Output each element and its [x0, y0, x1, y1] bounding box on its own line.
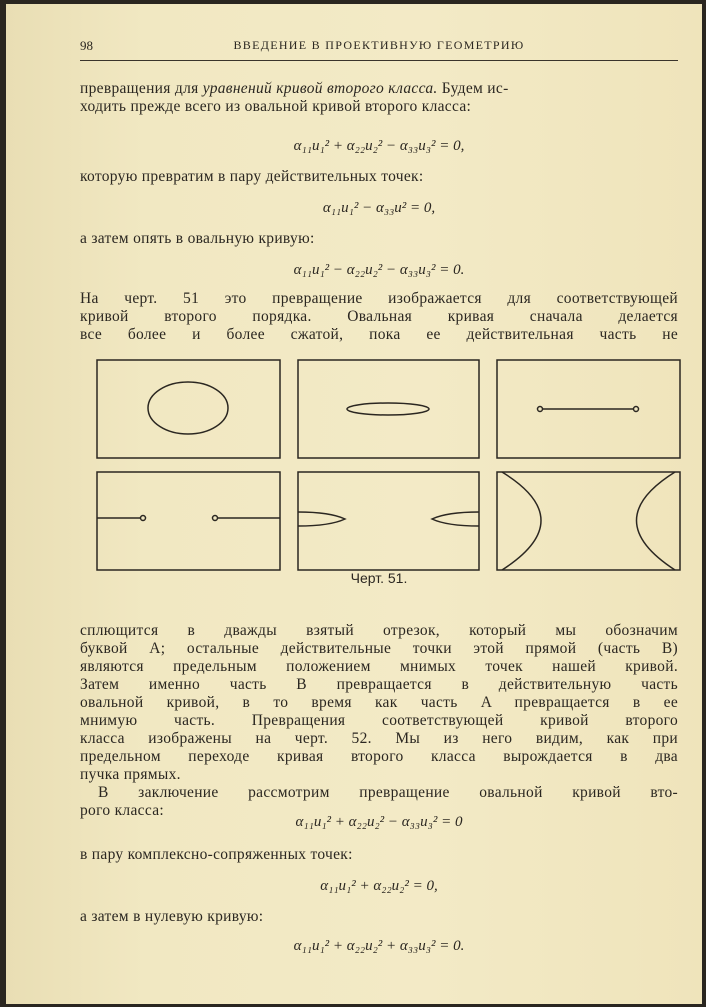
panel-4-frame [97, 472, 280, 570]
paragraph-line: Затем именно часть B превращается в действительную часть [80, 676, 678, 693]
ray-endpoint [213, 516, 218, 521]
segment-endpoint [634, 407, 639, 412]
flattened-oval [347, 403, 429, 415]
text: Будем ис- [437, 80, 509, 97]
paragraph-line: все более и более сжатой, пока ее действительная часть не [80, 326, 678, 343]
equation-4: α₁₁u₁² + α₂₂u₂² − α₃₃u₃² = 0 [295, 814, 463, 830]
paragraph-line: предельном переходе кривая второго класса вырождается в два [80, 748, 678, 765]
equation-6: α₁₁u₁² + α₂₂u₂² + α₃₃u₃² = 0. [293, 938, 465, 954]
figure-caption: Черт. 51. [350, 570, 408, 586]
paragraph-line: ходить прежде всего из овальной кривой второго класса: [80, 98, 472, 115]
panel-5-frame [298, 472, 479, 570]
running-title: ВВЕДЕНИЕ В ПРОЕКТИВНУЮ ГЕОМЕТРИЮ [233, 38, 525, 52]
paragraph-line: сплющится в дважды взятый отрезок, который мы обозначим [80, 622, 678, 639]
paragraph-line: а затем в нулевую кривую: [80, 908, 264, 925]
paragraph-line: являются предельным положением мнимых точек нашей кривой. [80, 658, 678, 675]
paragraph-line: В заключение рассмотрим превращение овальной кривой вто- [98, 784, 678, 801]
page-number: 98 [80, 38, 93, 53]
equation-2: α₁₁u₁² − α₃₃u² = 0, [322, 200, 436, 216]
thin-branch-right [432, 512, 479, 526]
paragraph-line: рого класса: [80, 802, 164, 819]
hyperbola-branch-right [637, 472, 676, 570]
ray-endpoint [141, 516, 146, 521]
paragraph-line: которую превратим в пару действительных точек: [80, 168, 424, 185]
text: превращения для [80, 80, 203, 97]
panel-6-frame [497, 472, 680, 570]
panel-1-frame [97, 360, 280, 458]
equation-5: α₁₁u₁² + α₂₂u₂² = 0, [320, 878, 438, 894]
paragraph-line: а затем опять в овальную кривую: [80, 230, 315, 247]
equation-3: α₁₁u₁² − α₂₂u₂² − α₃₃u₃² = 0. [293, 262, 465, 278]
hyperbola-branch-left [502, 472, 541, 570]
paragraph-line: кривой второго порядка. Овальная кривая сначала делается [80, 308, 678, 325]
oval-curve [148, 382, 228, 434]
thin-branch-left [298, 512, 345, 526]
paragraph-line: в пару комплексно-сопряженных точек: [80, 846, 353, 863]
equation-1: α₁₁u₁² + α₂₂u₂² − α₃₃u₃² = 0, [293, 138, 465, 154]
italic-term: уравнений кривой второго класса. [202, 80, 438, 97]
panel-2-frame [298, 360, 479, 458]
paragraph-line: буквой A; остальные действительные точки этой прямой (часть B) [80, 640, 678, 657]
paragraph-line: На черт. 51 это превращение изображается для соответствующей [80, 290, 678, 307]
paragraph-line: класса изображены на черт. 52. Мы из него видим, как при [80, 730, 678, 747]
segment-endpoint [538, 407, 543, 412]
paragraph-line: пучка прямых. [80, 766, 181, 783]
paragraph-line: овальной кривой, в то время как часть A превращается в ее [80, 694, 678, 711]
paragraph-line: мнимую часть. Превращения соответствующей кривой второго [80, 712, 678, 729]
